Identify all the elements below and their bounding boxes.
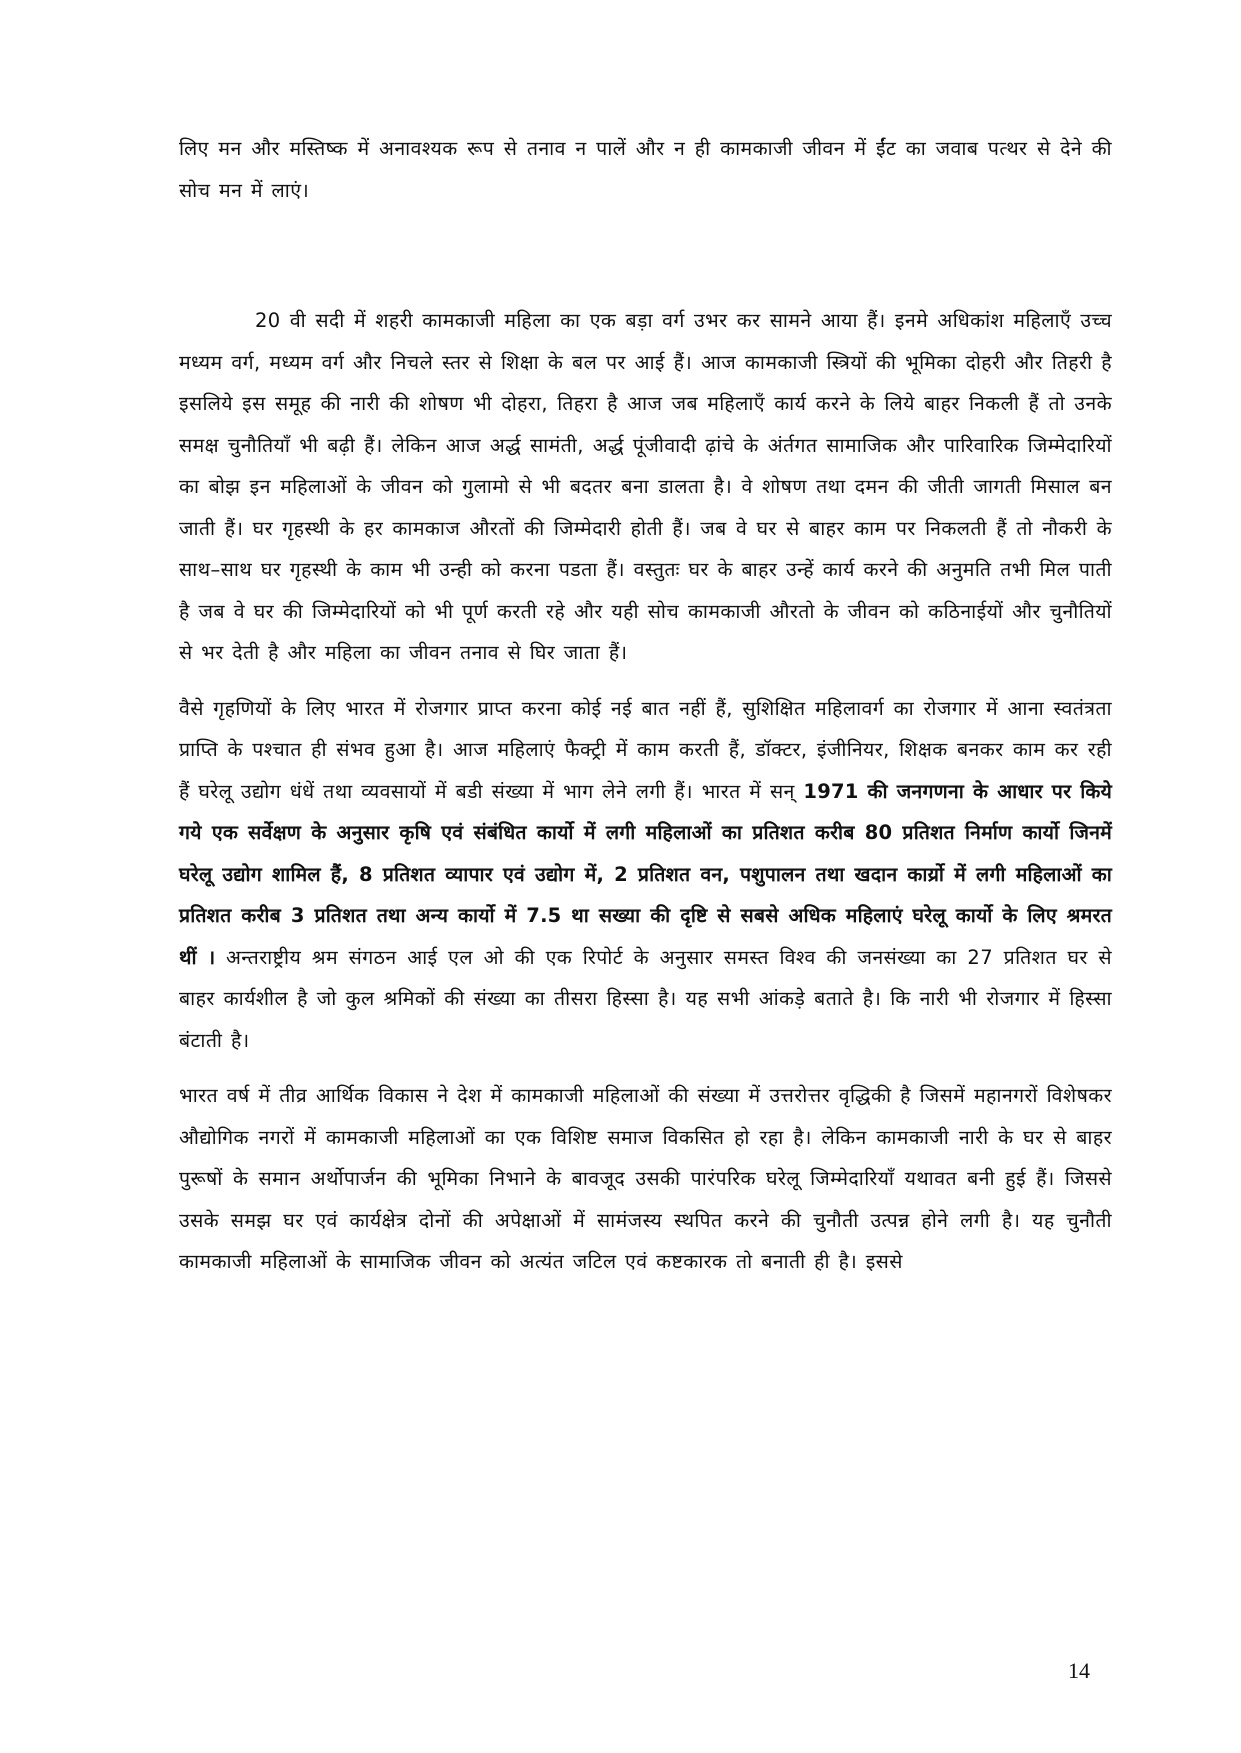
paragraph-employment-statistics bbox=[179, 688, 1112, 1062]
page-body bbox=[179, 128, 1112, 1283]
paragraph-economic-growth: भारत वर्ष में तीव्र आर्थिक विकास ने देश में कामकाजी महिलाओं की संख्या में उत्तरोत्तर वृद्धिकी है जिसमें महानगरों विशेषकर औद्योगिक नगरों में कामकाजी महिलाओं का एक विशिष्ट समाज विकसित हो रहा है। लेकिन कामकाजी नारी के घर से बाहर पुरूषों के समान अर्थोपार्जन की भूमिका निभाने के बावजूद उसकी पारंपरिक घरेलू जिम्मेदारियॉं यथावत बनी हुई हैं। जिससे उसके समझ घर एवं कार्यक्षेत्र दोनों की अपेक्षाओं में सामंजस्य स्थपित करने की चुनौती उत्पन्न होने लगी है। यह चुनौती कामकाजी महिलाओं के सामाजिक जीवन को अत्यंत जटिल एवं कष्टकारक तो बनाती ही है। इससे bbox=[179, 1084, 1112, 1273]
paragraph-urban-working-women: 20 वी सदी में शहरी कामकाजी महिला का एक बड़ा वर्ग उभर कर सामने आया हैं। इनमे अधिकांश महिलाऍं उच्च मध्यम वर्ग, मध्यम वर्ग और निचले स्तर से शिक्षा के बल पर आई हैं। आज कामकाजी स्त्रियों की भूमिका दोहरी और तिहरी है इसलिये इस समूह की नारी की शोषण भी दोहरा, तिहरा है आज जब महिलाऍं कार्य करने के लिये बाहर निकली हैं तो उनके समक्ष चुनौतियॉं भी बढ़ी हैं। लेकिन आज अर्द्ध सामंती, अर्द्ध पूंजीवादी ढ़ांचे के अंर्तगत सामाजिक और पारिवारिक जिम्मेदारियों का बोझ इन महिलाओं के जीवन को गुलामो से भी बदतर बना डालता है। वे शोषण तथा दमन की जीती जागती मिसाल बन जाती हैं। घर गृहस्थी के हर कामकाज औरतों की जिम्मेदारी होती हैं। जब वे घर से बाहर काम पर निकलती हैं तो नौकरी के साथ–साथ घर गृहस्थी के काम भी उन्ही को करना पडता हैं। वस्तुतः घर के बाहर उन्हें कार्य करने की अनुमति तभी मिल पाती है जब वे घर की जिम्मेदारियों को भी पूर्ण करती रहे और यही सोच कामकाजी औरतो के जीवन को कठिनाईयों और चुनौतियों से भर देती है और महिला का जीवन तनाव से घिर जाता हैं। bbox=[179, 309, 1112, 664]
paragraph-continuation: लिए मन और मस्तिष्क में अनावश्यक रूप से तनाव न पालें और न ही कामकाजी जीवन में ईंट का जवाब पत्थर से देने की सोच मन में लाएं। bbox=[179, 137, 1112, 202]
paragraph-text-after: अन्तराष्ट्रीय श्रम संगठन आई एल ओ की एक रिपोर्ट के अनुसार समस्त विश्व की जनसंख्या का 27 प्रतिशत घर से बाहर कार्यशील है जो कुल श्रमिकों की संख्या का तीसरा हिस्सा है। यह सभी आंकड़े बताते है। कि नारी भी रोजगार में हिस्सा बंटाती है। bbox=[179, 945, 1112, 1052]
paragraph-text-before: वैसे गृहणियों के लिए भारत में रोजगार प्राप्त करना कोई नई बात नहीं हैं, सुशिक्षित महिलावर्ग का रोजगार में आना स्वतंत्रता प्राप्ति के पश्चात ही संभव हुआ है। आज महिलाएं फैक्ट्री में काम करती हैं, डॉक्टर, इंजीनियर, शिक्षक बनकर काम कर रही हैं घरेलू उद्योग धंधें तथा व्यवसायों में बडी संख्या में भाग लेने लगी हैं। भारत में सन् bbox=[179, 696, 1112, 803]
census-survey-bold-text: 1971 की जनगणना के आधार पर किये गये एक सर्वेक्षण के अनुसार कृषि एवं संबंधित कार्यो में लगी महिलाओं का प्रतिशत करीब 80 प्रतिशत निर्माण कार्यो जिनमें घरेलू उद्योग शामिल हैं, 8 प्रतिशत व्यापार एवं उद्योग में, 2 प्रतिशत वन, पशुपालन तथा खदान कार्य्रो में लगी महिलाओं का प्रतिशत करीब 3 प्रतिशत तथा अन्य कार्यो में 7.5 था सख्या की दृष्टि से सबसे अधिक महिलाएं घरेलू कार्यो के लिए श्रमरत थीं । bbox=[179, 779, 1112, 969]
page-number: 14 bbox=[1068, 1658, 1090, 1683]
